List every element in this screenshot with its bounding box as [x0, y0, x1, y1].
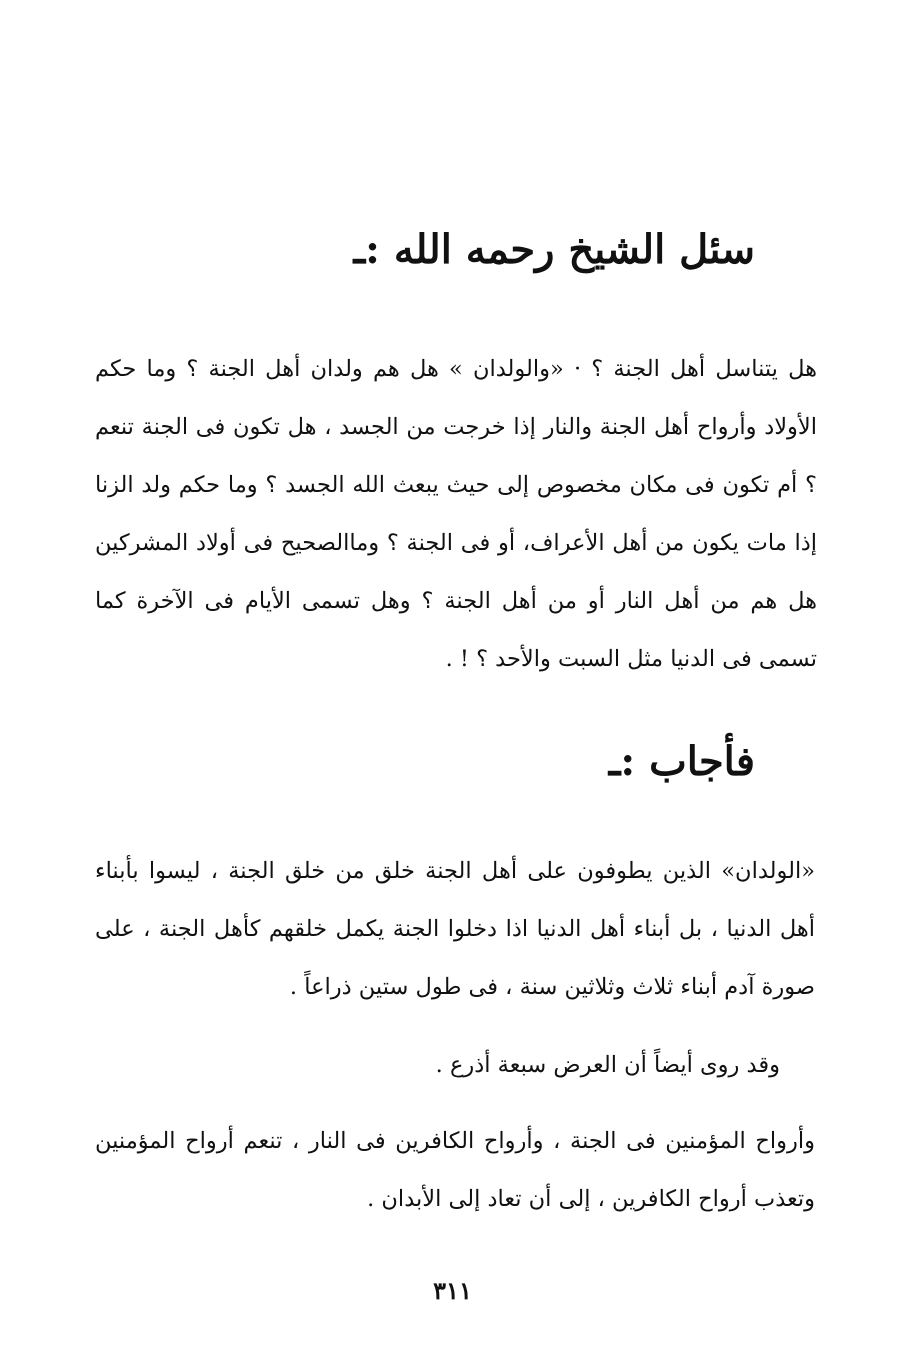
answer-heading: فأجاب :ـ — [608, 738, 755, 785]
question-heading: سئل الشيخ رحمه الله :ـ — [353, 226, 755, 273]
question-paragraph: هل يتناسل أهل الجنة ؟ · «والولدان » هل هم ولدان أهل الجنة ؟ وما حكم الأولاد وأرواح أهل الجنة والنار إذا خرجت من الجسد ، هل تكون فى الجنة تنعم ؟ أم تكون فى مكان مخصوص إلى حيث يبعث الله الجسد ؟ وما حكم ولد الزنا إذا مات يكون من أهل الأعراف، أو فى الجنة ؟ وماالصحيح فى أولاد المشركين هل هم من أهل النار أو من أهل الجنة ؟ وهل تسمى الأيام فى الآخرة كما تسمى فى الدنيا مثل السبت والأحد ؟ ! . — [95, 356, 817, 672]
answer-paragraph: وقد روى أيضاً أن العرض سبعة أذرع . — [435, 1052, 780, 1078]
page-number: ٣١١ — [433, 1276, 472, 1305]
answer-paragraph: وأرواح المؤمنين فى الجنة ، وأرواح الكافرين فى النار ، تنعم أرواح المؤمنين وتعذب أرواح الكافرين ، إلى أن تعاد إلى الأبدان . — [95, 1128, 815, 1212]
answer-paragraph: «الولدان» الذين يطوفون على أهل الجنة خلق من خلق الجنة ، ليسوا بأبناء أهل الدنيا ، بل أبناء أهل الدنيا اذا دخلوا الجنة يكمل خلقهم كأهل الجنة ، على صورة آدم أبناء ثلاث وثلاثين سنة ، فى طول ستين ذراعاً . — [95, 858, 815, 1000]
